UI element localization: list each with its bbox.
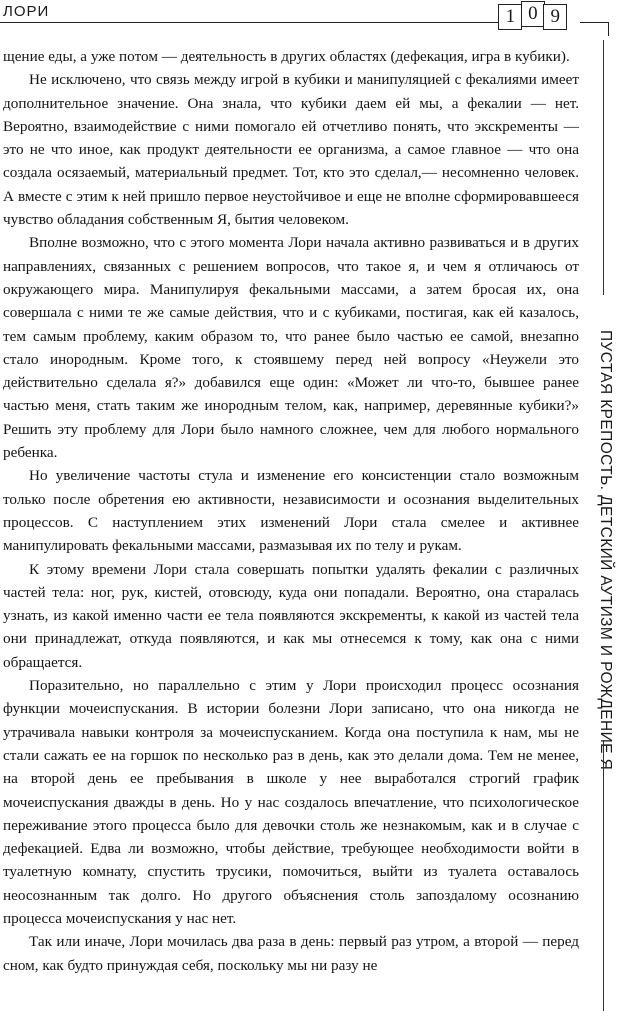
side-rule: [603, 40, 604, 295]
paragraph: щение еды, а уже потом — деятельность в других областях (дефекация, игра в кубики).: [3, 48, 570, 65]
header-rule-corner: [580, 22, 608, 23]
paragraph: Но увеличение частоты стула и изменение его консистенции стало возможным только после обретения ею активности, независимости и осознания выделительных процессов. С наступлением этих изменений Лори стала смелее и активнее манипулировать фекальными массами, размазывая их по телу и рукам.: [3, 467, 579, 555]
paragraph: К этому времени Лори стала совершать попытки удалять фекалии с различных частей тела: ног, рук, кистей, отовсюду, куда они попадали. Вероятно, она старалась узнать, из какой именно части ее тела появляются экскременты, к какой из частей тела они принадлежат, откуда появляются, и как мы отнесемся к тому, как она с ними обращается.: [3, 560, 579, 671]
paragraph: Не исключено, что связь между игрой в кубики и манипуляцией с фекалиями имеет дополнительное значение. Она знала, что кубики даем ей мы, а фекалии — нет. Вероятно, взаимодействие с ними помогало ей отчетливо понять, что экскременты — это не что иное, как продукт деятельности ее организма, а самое главное — что она создала осязаемый, материальный предмет. Тот, кто это сделал,— несомненно человек. А вместе с этим к ней пришло первое неустойчивое и еще не вполне сформировавшееся чувство обладания собственным Я, бытия человеком.: [3, 71, 579, 229]
side-margin: [590, 40, 620, 1011]
page-number-digit: 9: [543, 4, 567, 30]
paragraph: Так или иначе, Лори мочилась два раза в день: первый раз утром, а второй — перед сном, как будто принуждая себя, поскольку мы ни разу не: [3, 933, 579, 974]
side-rule: [603, 740, 604, 1011]
page-header: [0, 0, 620, 40]
paragraph: Вполне возможно, что с этого момента Лори начала активно развиваться и в других направлениях, связанных с решением вопросов, что такое я, и чем я отличаюсь от окружающего мира. Манипулируя фекальными массами, а затем бросая их, она совершала с ними те же самые действия, что и с кубиками, постигая, как ей казалось, тем самым проблему, каким образом то, что ранее было частью ее самой, внезапно стало инородным. Кроме того, к стоявшему перед ней вопросу «Неужели это действительно сделала я?» добавился еще один: «Может ли что-то, бывшее ранее частью меня, стать таким же инородным телом, как, например, деревянные кубики?» Решить эту проблему для Лори было намного сложнее, чем для любого нормального ребенка.: [3, 234, 579, 462]
body-text: [3, 45, 579, 977]
page-number-digit: 1: [498, 4, 522, 30]
book-title-vertical: ПУСТАЯ КРЕПОСТЬ. ДЕТСКИЙ АУТИЗМ И РОЖДЕНИЕ Я: [597, 330, 614, 771]
page-number-digit: 0: [521, 1, 545, 27]
header-rule: [0, 22, 500, 23]
paragraph: Поразительно, но параллельно с этим у Лори происходил процесс осознания функции мочеиспускания. В истории болезни Лори записано, что она никогда не утрачивала навыки контроля за мочеиспусканием. Когда она поступила к нам, мы не стали сажать ее на горшок по несколько раз в день, как это делали дома. Тем не менее, на второй день ее пребывания в школе у нее выработался строгий график мочеиспускания дважды в день. Но у нас создалось впечатление, что психологическое переживание этого процесса было для девочки столь же незнакомым, как и в случае с дефекацией. Едва ли возможно, чтобы действие, требующее необходимости войти в туалетную комнату, спустить трусики, помочиться, выйти из туалета оставалось неосознанным так долго. Но другого объяснения столь запоздалому осознанию процесса мочеиспускания у нас нет.: [3, 677, 579, 927]
running-head: ЛОРИ: [3, 3, 50, 20]
page-number: [500, 4, 567, 30]
